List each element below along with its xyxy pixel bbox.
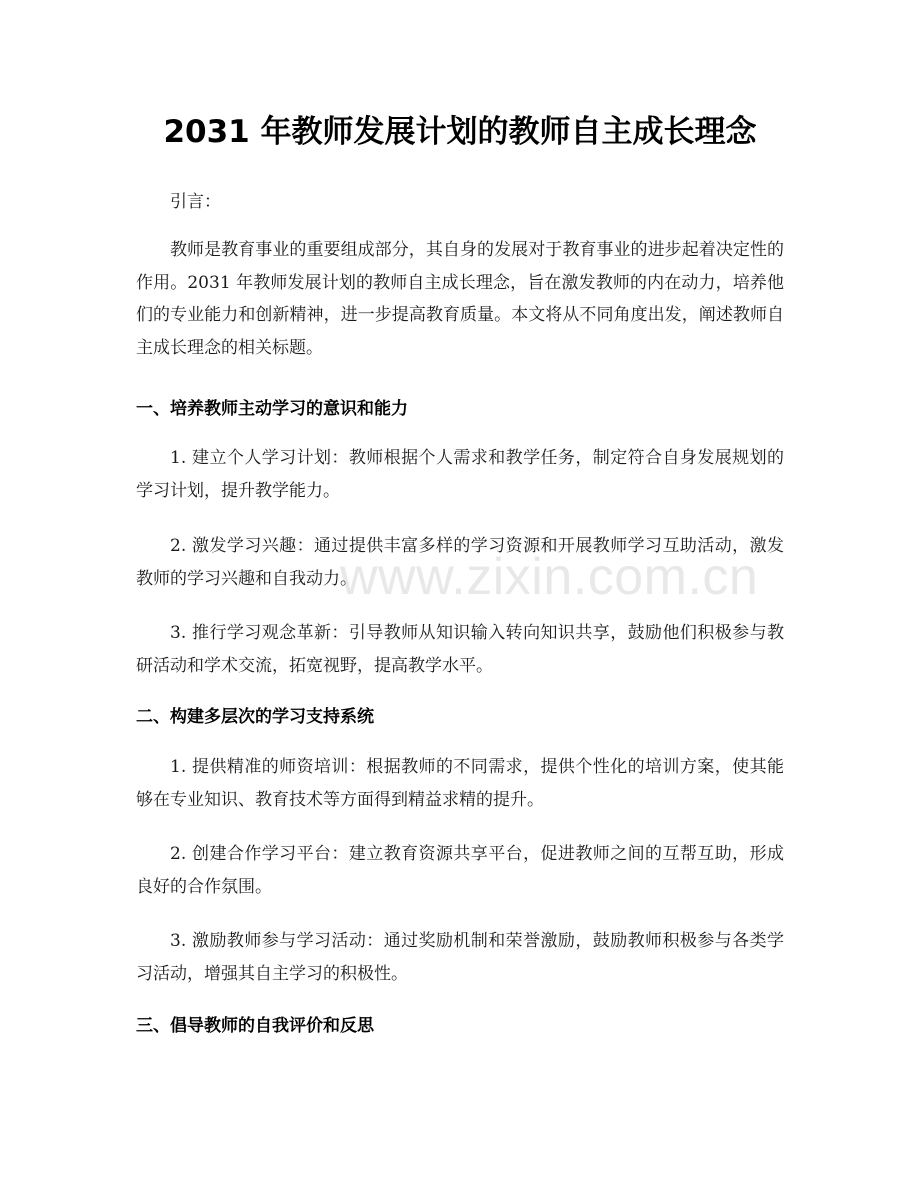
intro-paragraph: 教师是教育事业的重要组成部分，其自身的发展对于教育事业的进步起着决定性的作用。2031 年教师发展计划的教师自主成长理念，旨在激发教师的内在动力，培养他们的专业能力和创新精神，进一步提高教育质量。本文将从不同角度出发，阐述教师自主成长理念的相关标题。 [136, 240, 784, 358]
watermark: www.zixin.com.cn [340, 548, 759, 606]
section-2-item-3: 3. 激励教师参与学习活动：通过奖励机制和荣誉激励，鼓励教师积极参与各类学习活动，增强其自主学习的积极性。 [136, 931, 784, 984]
section-1-item-2: 2. 激发学习兴趣：通过提供丰富多样的学习资源和开展教师学习互助活动，激发教师的学习兴趣和自我动力。 [136, 536, 784, 589]
section-2-item-2: 2. 创建合作学习平台：建立教育资源共享平台，促进教师之间的互帮互助，形成良好的合作氛围。 [136, 844, 784, 897]
document-title: 2031 年教师发展计划的教师自主成长理念 [163, 114, 757, 150]
section-1-item-1: 1. 建立个人学习计划：教师根据个人需求和教学任务，制定符合自身发展规划的学习计划，提升教学能力。 [136, 448, 784, 501]
section-2-heading: 二、构建多层次的学习支持系统 [136, 707, 374, 727]
section-1-item-3: 3. 推行学习观念革新：引导教师从知识输入转向知识共享，鼓励他们积极参与教研活动和学术交流，拓宽视野，提高教学水平。 [136, 623, 784, 676]
section-2-item-1: 1. 提供精准的师资培训：根据教师的不同需求，提供个性化的培训方案，使其能够在专业知识、教育技术等方面得到精益求精的提升。 [136, 757, 784, 810]
intro-label: 引言： [170, 192, 221, 212]
section-1-heading: 一、培养教师主动学习的意识和能力 [136, 399, 408, 419]
section-3-heading: 三、倡导教师的自我评价和反思 [136, 1016, 374, 1036]
